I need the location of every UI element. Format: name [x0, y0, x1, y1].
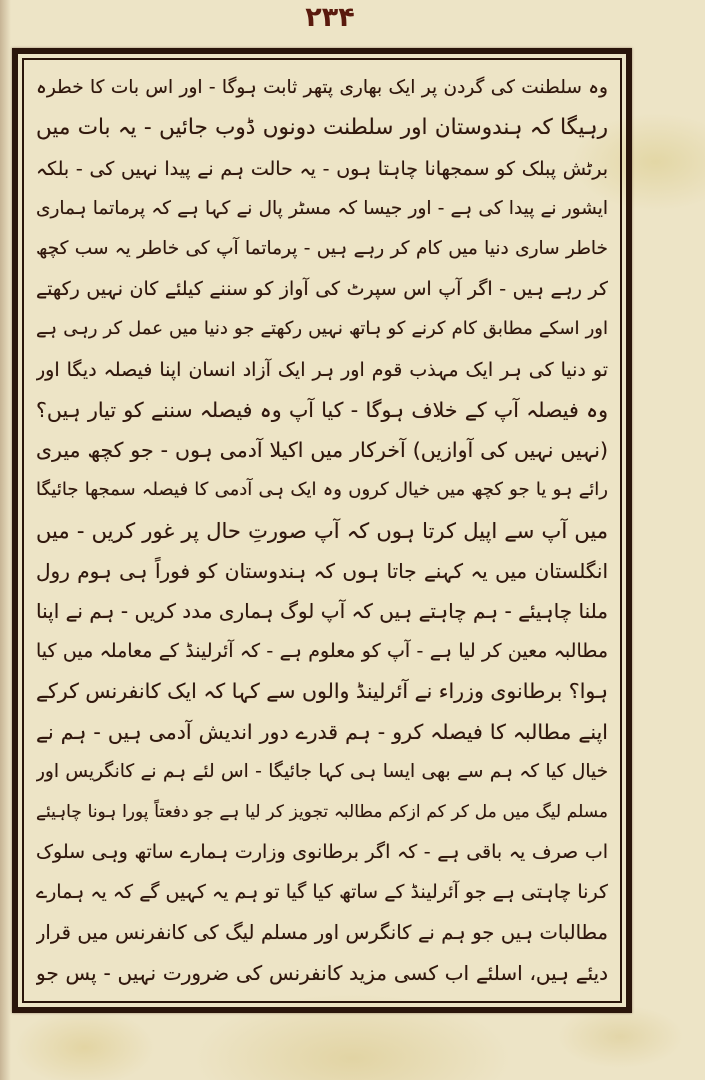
text-line: ملنا چاہیئے - ہم چاہتے ہیں کہ آپ لوگ ہماری مدد کریں - ہم نے اپنا	[36, 598, 608, 623]
text-line: دیئے ہیں، اسلئے اب کسی مزید کانفرنس کی ضرورت نہیں - پس جو	[36, 960, 608, 985]
text-line: مطالبہ معین کر لیا ہے - آپ کو معلوم ہے - کہ آئرلینڈ کے معاملہ میں کیا	[36, 640, 608, 663]
text-line: تو دنیا کی ہر ایک مہذب قوم اور ہر ایک آزاد انسان اپنا فیصلہ دیگا اور	[36, 358, 608, 381]
text-line: خیال کیا کہ ہم سے بھی ایسا ہی کہا جائیگا - اس لئے ہم نے کانگریس اور	[36, 760, 608, 782]
urdu-text-block	[36, 68, 608, 993]
text-line: کرنا چاہتی ہے جو آئرلینڈ کے ساتھ کیا گیا تو ہم یہ کہیں گے کہ یہ ہمارے	[36, 881, 608, 904]
text-line: میں آپ سے اپیل کرتا ہوں کہ آپ صورتِ حال پر غور کریں - میں	[36, 518, 608, 543]
page-border-outer	[12, 48, 632, 1013]
page-number: ۲۳۴	[305, 2, 355, 33]
text-line: رائے ہو یا جو کچھ میں خیال کروں وہ ایک ہی آدمی کا فیصلہ سمجھا جائیگا	[36, 479, 608, 501]
text-line: (نہیں نہیں کی آوازیں) آخرکار میں اکیلا آدمی ہوں - جو کچھ میری	[36, 438, 608, 463]
text-line: مطالبات ہیں جو ہم نے کانگرس اور مسلم لیگ کی کانفرنس میں قرار	[36, 920, 608, 944]
page-border-inner	[22, 58, 622, 1003]
text-line: مسلم لیگ میں مل کر کم ازکم مطالبہ تجویز کر لیا ہے جو دفعتاً پورا ہونا چاہیئے	[36, 802, 608, 823]
text-line: برٹش پبلک کو سمجھانا چاہتا ہوں - یہ حالت ہم نے پیدا نہیں کی - بلکہ	[36, 157, 608, 180]
text-line: کر رہے ہیں - اگر آپ اس سپرٹ کی آواز کو سننے کیلئے کان نہیں رکھتے	[36, 278, 608, 301]
text-line: اپنے مطالبہ کا فیصلہ کرو - ہم قدرے دور اندیش آدمی ہیں - ہم نے	[36, 719, 608, 744]
text-line: وہ فیصلہ آپ کے خلاف ہوگا - کیا آپ وہ فیصلہ سننے کو تیار ہیں؟	[36, 397, 608, 422]
text-line: اور اسکے مطابق کام کرنے کو ہاتھ نہیں رکھتے جو دنیا میں عمل کر رہی ہے	[36, 318, 608, 340]
text-line: ہوا؟ برطانوی وزراء نے آئرلینڈ والوں سے کہا کہ ایک کانفرنس کرکے	[36, 679, 608, 704]
text-line: انگلستان میں یہ کہنے جاتا ہوں کہ ہندوستان کو فوراً ہی ہوم رول	[36, 558, 608, 583]
text-line: خاطر ساری دنیا میں کام کر رہے ہیں - پرماتما آپ کی خاطر یہ سب کچھ	[36, 237, 608, 259]
text-line: وہ سلطنت کی گردن پر ایک بھاری پتھر ثابت ہوگا - اور اس بات کا خطرہ	[36, 77, 608, 99]
text-line: اب صرف یہ باقی ہے - کہ اگر برطانوی وزارت ہمارے ساتھ وہی سلوک	[36, 841, 608, 864]
text-line: رہیگا کہ ہندوستان اور سلطنت دونوں ڈوب جائیں - یہ بات میں	[36, 115, 608, 141]
text-line: ایشور نے پیدا کی ہے - اور جیسا کہ مسٹر پال نے کہا ہے کہ پرماتما ہماری	[36, 197, 608, 219]
